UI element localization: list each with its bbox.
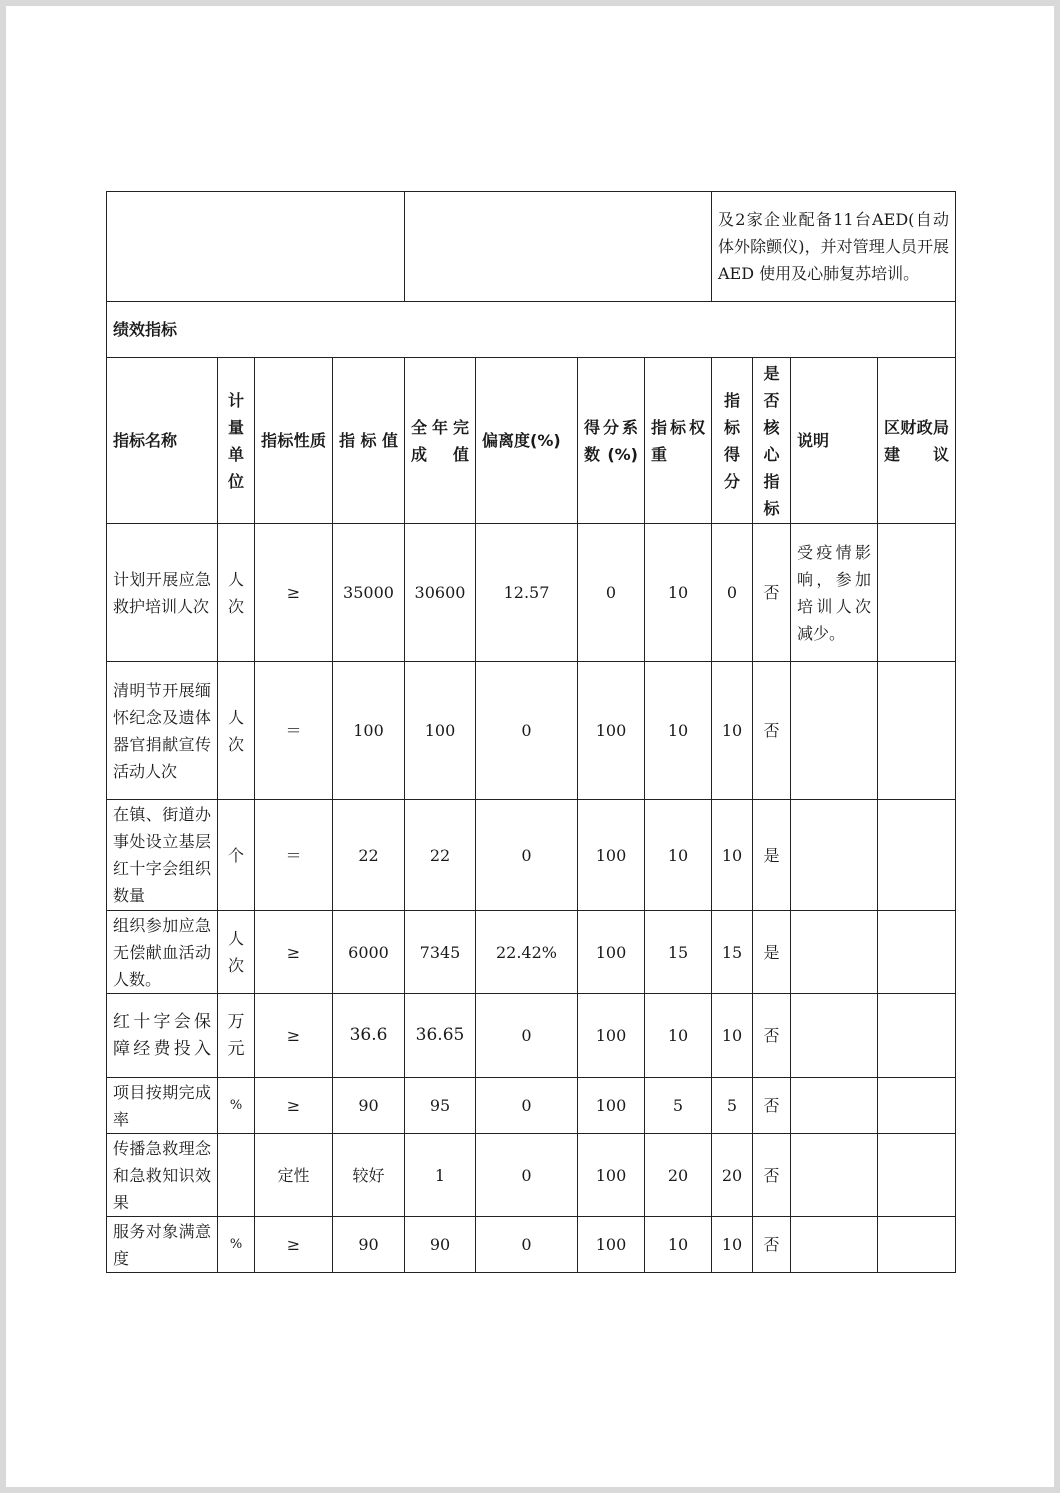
cell-nature: ＝	[255, 800, 333, 911]
cell-desc	[791, 1134, 878, 1217]
header-weight: 指标权重	[645, 358, 712, 524]
cell-target: 较好	[333, 1134, 405, 1217]
cell-advice	[878, 800, 956, 911]
cell-actual: 36.65	[405, 994, 476, 1078]
top-continuation-row	[107, 192, 956, 302]
table-row	[107, 1134, 956, 1217]
table-header-row	[107, 358, 956, 524]
cell-actual: 7345	[405, 911, 476, 994]
cell-name: 服务对象满意度	[107, 1217, 218, 1273]
cell-nature: ≥	[255, 1078, 333, 1134]
cell-coef: 100	[578, 800, 645, 911]
table-row	[107, 524, 956, 662]
cell-name: 清明节开展缅怀纪念及遗体器官捐献宣传活动人次	[107, 662, 218, 800]
cell-desc	[791, 994, 878, 1078]
cell-weight: 10	[645, 994, 712, 1078]
cell-name: 传播急救理念和急救知识效果	[107, 1134, 218, 1217]
performance-table	[106, 191, 956, 1273]
cell-score: 10	[712, 1217, 753, 1273]
cell-core: 是	[753, 800, 791, 911]
header-target: 指标值	[333, 358, 405, 524]
cell-deviation: 0	[476, 800, 578, 911]
cell-deviation: 0	[476, 1217, 578, 1273]
top-note-cell: 及2家企业配备11台AED(自动体外除颤仪)，并对管理人员开展 AED 使用及心肺复苏培训。	[712, 192, 956, 302]
cell-unit: 人次	[218, 911, 255, 994]
cell-deviation: 22.42%	[476, 911, 578, 994]
cell-advice	[878, 911, 956, 994]
cell-target: 22	[333, 800, 405, 911]
cell-score: 10	[712, 800, 753, 911]
cell-core: 否	[753, 1078, 791, 1134]
cell-score: 10	[712, 662, 753, 800]
header-unit: 计量单位	[218, 358, 255, 524]
cell-coef: 100	[578, 1217, 645, 1273]
cell-score: 10	[712, 994, 753, 1078]
cell-name: 项目按期完成率	[107, 1078, 218, 1134]
cell-coef: 100	[578, 911, 645, 994]
cell-coef: 100	[578, 1078, 645, 1134]
header-desc: 说明	[791, 358, 878, 524]
cell-name: 组织参加应急无偿献血活动人数。	[107, 911, 218, 994]
cell-weight: 10	[645, 1217, 712, 1273]
cell-unit: 人次	[218, 524, 255, 662]
cell-nature: ≥	[255, 1217, 333, 1273]
section-header-row	[107, 302, 956, 358]
cell-score: 20	[712, 1134, 753, 1217]
cell-unit	[218, 1134, 255, 1217]
cell-target: 90	[333, 1078, 405, 1134]
cell-weight: 15	[645, 911, 712, 994]
top-empty-cell-2	[405, 192, 712, 302]
cell-target: 100	[333, 662, 405, 800]
cell-name: 计划开展应急救护培训人次	[107, 524, 218, 662]
cell-deviation: 0	[476, 1134, 578, 1217]
cell-desc	[791, 1078, 878, 1134]
cell-score: 5	[712, 1078, 753, 1134]
cell-nature: ≥	[255, 994, 333, 1078]
cell-score: 0	[712, 524, 753, 662]
cell-coef: 100	[578, 1134, 645, 1217]
cell-desc	[791, 662, 878, 800]
cell-advice	[878, 1217, 956, 1273]
section-title: 绩效指标	[107, 302, 956, 358]
cell-actual: 100	[405, 662, 476, 800]
cell-advice	[878, 1134, 956, 1217]
cell-core: 否	[753, 524, 791, 662]
header-coef: 得分系数(%)	[578, 358, 645, 524]
cell-name: 在镇、街道办事处设立基层红十字会组织数量	[107, 800, 218, 911]
cell-unit: 个	[218, 800, 255, 911]
cell-weight: 10	[645, 524, 712, 662]
table-row	[107, 1078, 956, 1134]
cell-target: 90	[333, 1217, 405, 1273]
header-score: 指标得分	[712, 358, 753, 524]
cell-actual: 22	[405, 800, 476, 911]
table-row	[107, 994, 956, 1078]
cell-actual: 90	[405, 1217, 476, 1273]
cell-advice	[878, 1078, 956, 1134]
cell-actual: 30600	[405, 524, 476, 662]
cell-weight: 10	[645, 662, 712, 800]
cell-core: 否	[753, 994, 791, 1078]
table-row	[107, 1217, 956, 1273]
cell-coef: 100	[578, 994, 645, 1078]
top-empty-cell-1	[107, 192, 405, 302]
cell-deviation: 12.57	[476, 524, 578, 662]
cell-target: 35000	[333, 524, 405, 662]
cell-desc: 受疫情影响，参加培训人次减少。	[791, 524, 878, 662]
table-row	[107, 800, 956, 911]
table-row	[107, 911, 956, 994]
cell-name: 红十字会保障经费投入	[107, 994, 218, 1078]
cell-score: 15	[712, 911, 753, 994]
cell-coef: 100	[578, 662, 645, 800]
cell-advice	[878, 994, 956, 1078]
cell-target: 6000	[333, 911, 405, 994]
cell-desc	[791, 800, 878, 911]
cell-coef: 0	[578, 524, 645, 662]
header-actual: 全年完成值	[405, 358, 476, 524]
table-row	[107, 662, 956, 800]
cell-nature: 定性	[255, 1134, 333, 1217]
cell-unit: %	[218, 1217, 255, 1273]
header-name: 指标名称	[107, 358, 218, 524]
header-nature: 指标性质	[255, 358, 333, 524]
cell-unit: 万元	[218, 994, 255, 1078]
cell-deviation: 0	[476, 1078, 578, 1134]
cell-core: 否	[753, 1217, 791, 1273]
header-advice: 区财政局建议	[878, 358, 956, 524]
cell-desc	[791, 911, 878, 994]
header-core: 是否核心指标	[753, 358, 791, 524]
cell-deviation: 0	[476, 662, 578, 800]
cell-deviation: 0	[476, 994, 578, 1078]
cell-core: 否	[753, 662, 791, 800]
cell-weight: 20	[645, 1134, 712, 1217]
cell-target: 36.6	[333, 994, 405, 1078]
cell-advice	[878, 524, 956, 662]
cell-nature: ≥	[255, 911, 333, 994]
document-page	[6, 6, 1054, 1487]
cell-core: 是	[753, 911, 791, 994]
cell-weight: 10	[645, 800, 712, 911]
cell-nature: ＝	[255, 662, 333, 800]
cell-weight: 5	[645, 1078, 712, 1134]
cell-core: 否	[753, 1134, 791, 1217]
cell-unit: %	[218, 1078, 255, 1134]
cell-advice	[878, 662, 956, 800]
cell-unit: 人次	[218, 662, 255, 800]
cell-actual: 1	[405, 1134, 476, 1217]
cell-desc	[791, 1217, 878, 1273]
cell-actual: 95	[405, 1078, 476, 1134]
cell-nature: ≥	[255, 524, 333, 662]
header-deviation: 偏离度(%)	[476, 358, 578, 524]
